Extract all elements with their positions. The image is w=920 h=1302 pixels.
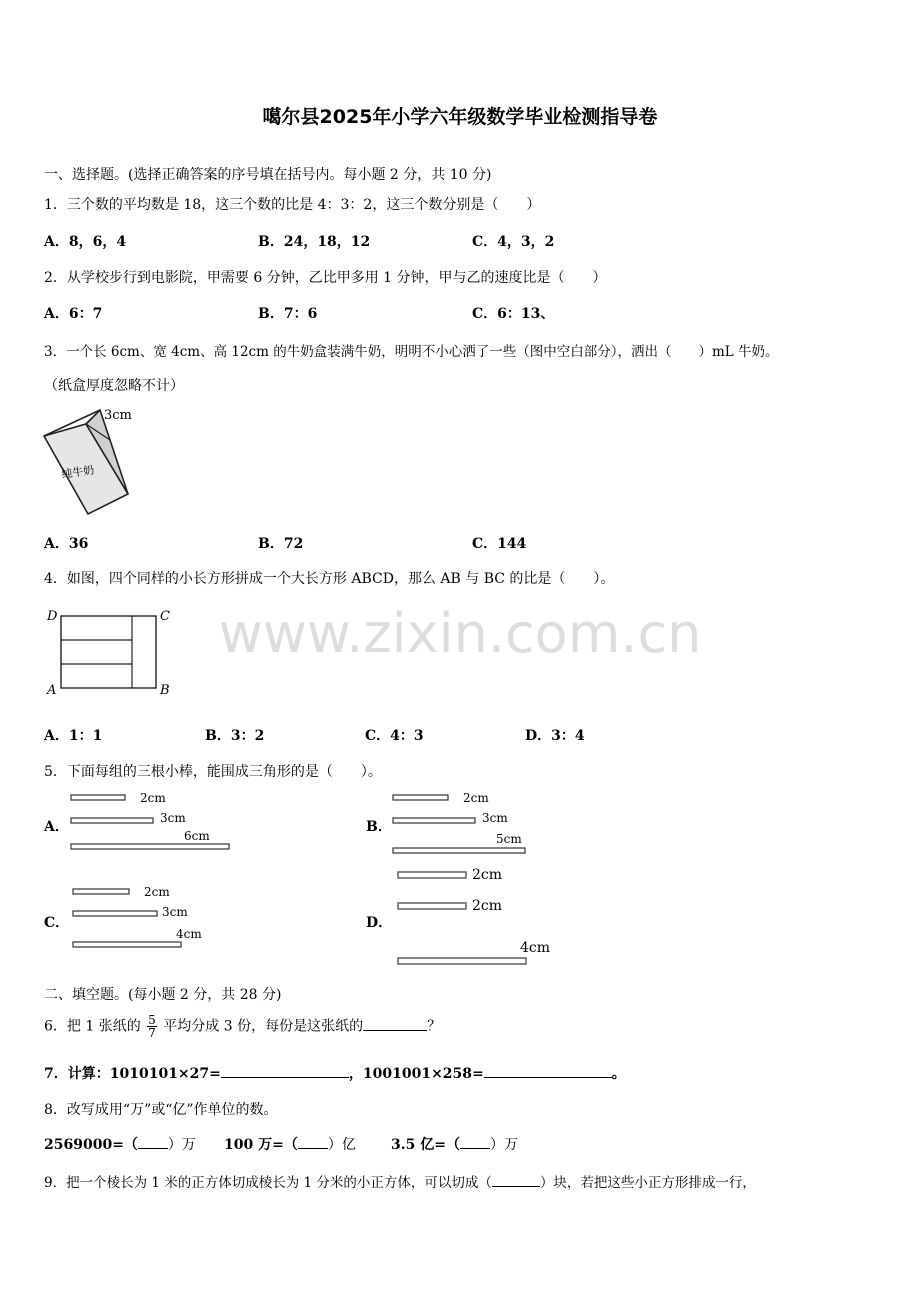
q6-frac-denominator: 7 — [148, 1026, 156, 1040]
q8-item-1-pre: 2569000=（ — [44, 1137, 138, 1153]
q7-mid: ，1001001×258= — [348, 1066, 484, 1082]
q7-line — [44, 1063, 626, 1083]
label-d: D — [47, 609, 58, 624]
section1-heading: 一、选择题。(选择正确答案的序号填在括号内。每小题 2 分，共 10 分) — [44, 167, 492, 183]
q6-fraction — [147, 1014, 157, 1039]
q5-text: 5．下面每组的三根小棒，能围成三角形的是（ ）。 — [44, 764, 382, 780]
q8-item-3 — [391, 1134, 518, 1154]
q8-blank-1[interactable] — [138, 1134, 168, 1149]
q2-option-c: C．6：13、 — [472, 306, 555, 322]
watermark: www.zixin.com.cn — [218, 602, 702, 665]
q8-item-3-pre: 3.5 亿=（ — [391, 1137, 460, 1153]
section2-heading: 二、填空题。(每小题 2 分，共 28 分) — [44, 987, 282, 1003]
milk-box-label: 纯牛奶 — [60, 463, 96, 481]
q8-blank-2[interactable] — [298, 1134, 328, 1149]
q5-group-d-sticks — [394, 866, 534, 970]
label-c: C — [160, 609, 170, 624]
q4-option-a: A．1：1 — [44, 728, 103, 744]
q6-pre: 6．把 1 张纸的 — [44, 1018, 141, 1035]
q6-blank[interactable] — [363, 1016, 427, 1031]
stick-b3-label: 5cm — [496, 832, 522, 846]
label-b: B — [160, 683, 170, 698]
stick-b2-label: 3cm — [482, 811, 508, 825]
q8-item-1 — [44, 1134, 196, 1154]
q3-text: 3．一个长 6cm、宽 4cm、高 12cm 的牛奶盒装满牛奶，明明不小心洒了一些（图中空白部分），洒出（ ）mL 牛奶。 — [44, 344, 779, 360]
q8-item-1-post: ）万 — [167, 1137, 196, 1153]
q4-option-b: B．3：2 — [205, 728, 265, 744]
stick-a3-label: 6cm — [184, 829, 210, 843]
q7-pre: 7．计算：1010101×27= — [44, 1066, 221, 1082]
q2-text: 2．从学校步行到电影院，甲需要 6 分钟，乙比甲多用 1 分钟，甲与乙的速度比是（ ） — [44, 270, 607, 286]
q3-note: （纸盒厚度忽略不计） — [44, 378, 184, 394]
stick-d1-label: 2cm — [472, 867, 503, 883]
q7-blank-1[interactable] — [221, 1063, 349, 1078]
q4-text: 4．如图，四个同样的小长方形拼成一个大长方形 ABCD，那么 AB 与 BC 的比是（ ）。 — [44, 571, 615, 587]
q6-line — [44, 1014, 441, 1039]
q8-item-2-post: ）亿 — [327, 1137, 356, 1153]
page-title: 噶尔县2025年小学六年级数学毕业检测指导卷 — [262, 106, 658, 128]
label-a: A — [47, 683, 57, 698]
q5-group-d-label: D． — [366, 915, 393, 931]
stick-a2-label: 3cm — [160, 811, 186, 825]
q8-item-3-post: ）万 — [489, 1137, 518, 1153]
q3-option-a: A．36 — [44, 536, 89, 552]
q2-option-b: B．7：6 — [258, 306, 318, 322]
q9-post: ）块，若把这些小正方形排成一行， — [539, 1175, 756, 1191]
q8-text: 8．改写成用“万”或“亿”作单位的数。 — [44, 1102, 278, 1118]
q6-post: 平均分成 3 份，每份是这张纸的 — [163, 1018, 364, 1035]
q1-option-b: B．24，18，12 — [258, 234, 371, 250]
q4-option-d: D．3：4 — [525, 728, 585, 744]
q8-item-2 — [224, 1134, 356, 1154]
q5-group-b-label: B． — [366, 819, 392, 835]
stick-d2-label: 2cm — [472, 898, 503, 914]
stick-a1-label: 2cm — [140, 791, 166, 805]
stick-c2-label: 3cm — [162, 905, 188, 919]
q6-frac-numerator: 5 — [148, 1013, 156, 1027]
q2-option-a: A．6：7 — [44, 306, 103, 322]
q8-blank-3[interactable] — [460, 1134, 490, 1149]
q3-option-c: C．144 — [472, 536, 527, 552]
milk-box-dimension: 3cm — [104, 408, 132, 423]
q3-option-b: B．72 — [258, 536, 304, 552]
q5-group-c-label: C． — [44, 915, 70, 931]
q6-end: ？ — [427, 1018, 442, 1035]
stick-c1-label: 2cm — [144, 885, 170, 899]
q9-line — [44, 1171, 756, 1191]
q9-blank[interactable] — [492, 1172, 540, 1187]
stick-b1-label: 2cm — [463, 791, 489, 805]
q1-option-a: A．8，6，4 — [44, 234, 127, 250]
q1-text: 1．三个数的平均数是 18，这三个数的比是 4：3：2，这三个数分别是（ ） — [44, 197, 541, 213]
q9-pre: 9．把一个棱长为 1 米的正方体切成棱长为 1 分米的小正方体，可以切成（ — [44, 1175, 492, 1191]
q1-option-c: C．4，3，2 — [472, 234, 555, 250]
q7-end: 。 — [611, 1066, 626, 1082]
q5-group-a-label: A． — [44, 819, 69, 835]
stick-d3-label: 4cm — [520, 940, 551, 956]
q8-item-2-pre: 100 万=（ — [224, 1137, 298, 1153]
stick-c3-label: 4cm — [176, 927, 202, 941]
rectangle-abcd-figure — [44, 604, 184, 700]
q4-option-c: C．4：3 — [365, 728, 424, 744]
q7-blank-2[interactable] — [484, 1063, 612, 1078]
